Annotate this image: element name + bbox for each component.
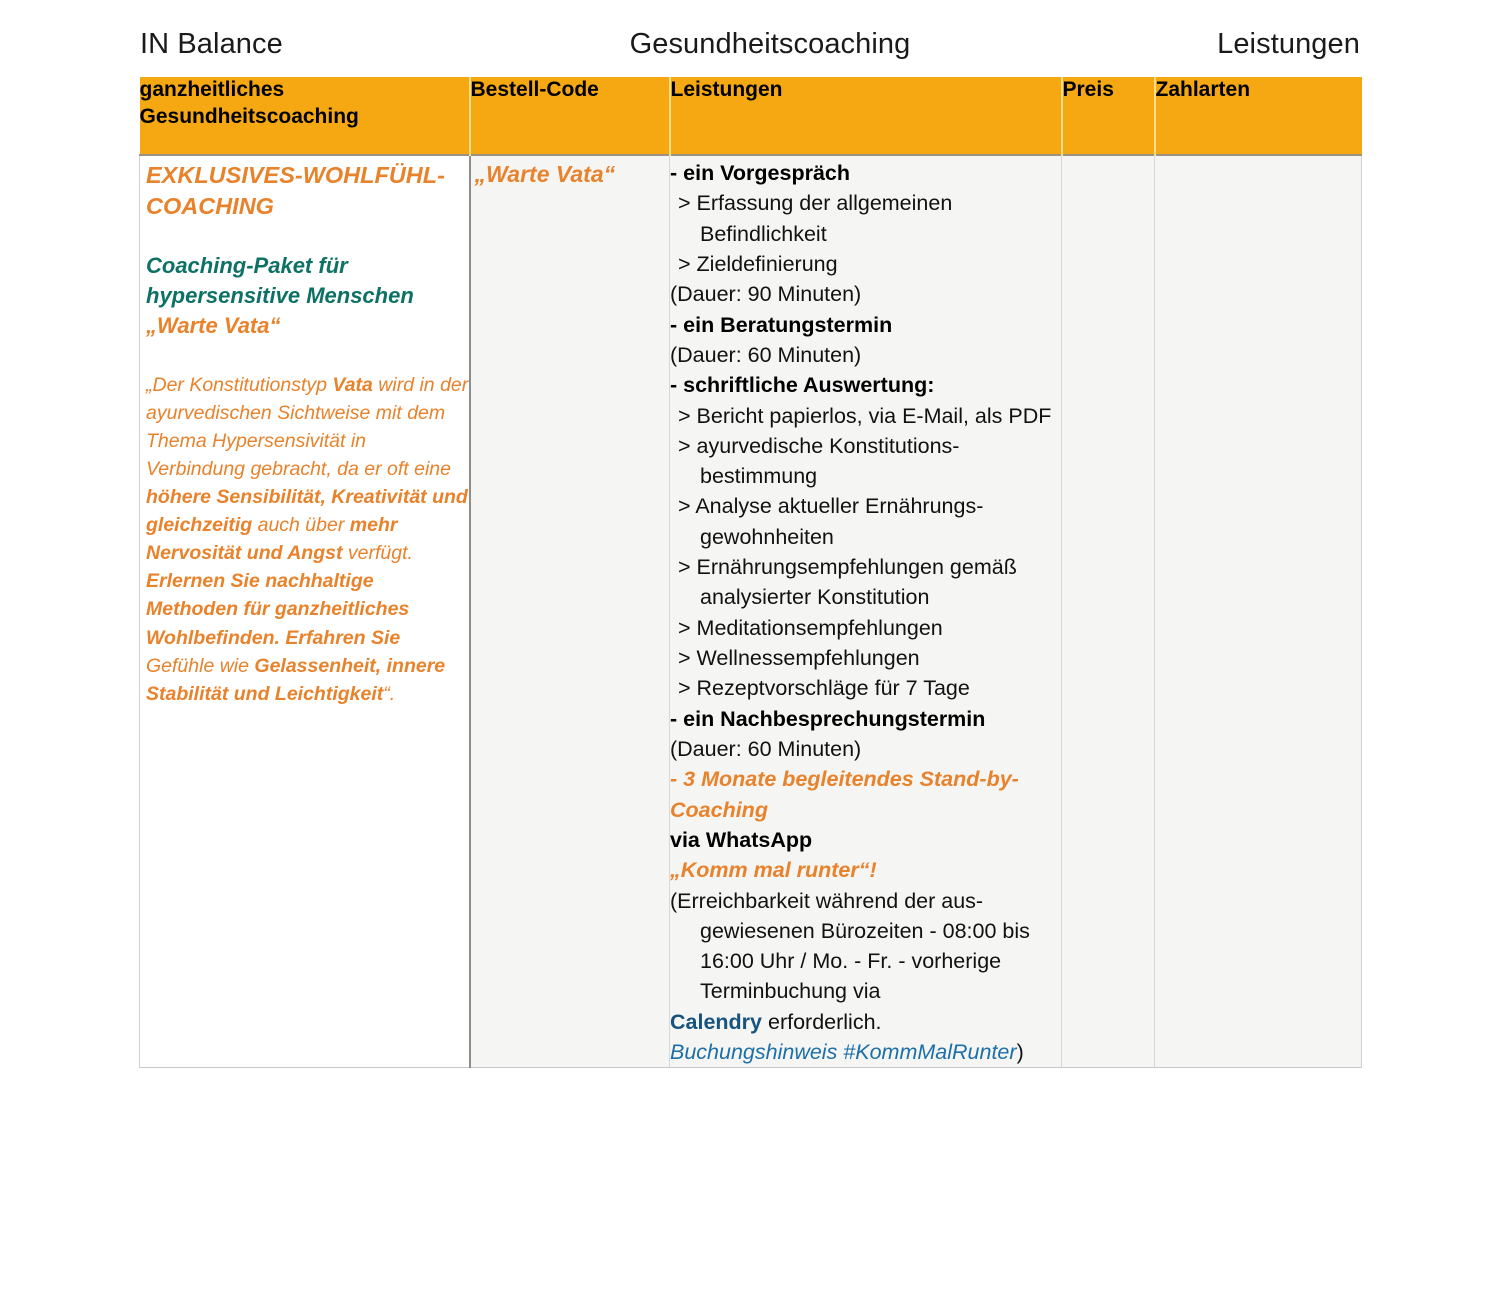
leistungen-line — [670, 764, 1061, 825]
description-segment-5: mehr Nervosität und Angst — [146, 514, 398, 565]
column-header-bestell-code: Bestell-Code — [470, 77, 670, 155]
leistungen-line-text: - 3 Monate begleitendes Stand-by-Coaching — [670, 767, 1019, 822]
description-segment-0: „Der Konstitutionstyp — [146, 373, 333, 396]
leistungen-line-text: „Komm mal runter“! — [670, 858, 877, 883]
leistungen-line-suffix: ) — [1016, 1040, 1024, 1065]
package-description — [146, 371, 469, 708]
leistungen-line-text: via WhatsApp — [670, 827, 813, 852]
leistungen-line — [670, 431, 1061, 492]
description-segment-4: auch über — [252, 514, 350, 537]
caption-brand: IN Balance — [140, 27, 283, 60]
description-segment-10: “. — [383, 682, 396, 705]
leistungen-line — [670, 401, 1061, 431]
description-segment-7: Erlernen Sie nachhaltige Methoden für ganzheitliches Wohlbefinden. Erfahren Sie — [146, 570, 410, 649]
leistungen-line — [670, 249, 1061, 279]
page-caption-row — [140, 20, 1360, 68]
leistungen-line-text: (Erreichbarkeit während der aus-gewiesenen Bürozeiten - 08:00 bis 16:00 Uhr / Mo. - Fr. - vorherige Terminbuchung via — [670, 888, 1030, 1004]
leistungen-line — [670, 1037, 1061, 1067]
cell-zahlarten — [1155, 155, 1362, 1068]
leistungen-line-text: (Dauer: 60 Minuten) — [670, 736, 862, 761]
leistungen-line — [670, 370, 1061, 400]
column-header-coaching: ganzheitliches Gesundheitscoaching — [140, 77, 470, 155]
leistungen-line-text: > Zieldefinierung — [678, 251, 838, 276]
leistungen-line-text: - ein Vorgespräch — [670, 161, 851, 185]
table-row — [140, 155, 1362, 1068]
leistungen-line-text: > ayurvedische Konstitutions-bestimmung — [678, 433, 960, 489]
leistungen-line-text: > Bericht papierlos, via E-Mail, als PDF — [678, 403, 1052, 428]
leistungen-line-text: > Rezeptvorschläge für 7 Tage — [678, 676, 970, 701]
leistungen-line-text: > Meditationsempfehlungen — [678, 615, 943, 640]
column-header-zahlarten: Zahlarten — [1155, 77, 1362, 155]
booking-hashtag[interactable]: Buchungshinweis #KommMalRunter — [670, 1040, 1017, 1065]
package-subtitle-plain: Coaching-Paket für hypersensitive Menschen — [146, 253, 414, 308]
services-pricing-table — [139, 77, 1362, 1068]
leistungen-line-text: > Wellnessempfehlungen — [678, 646, 920, 670]
cell-description — [140, 155, 470, 1068]
leistungen-line-text: > Erfassung der allgemeinen Befindlichkeit — [678, 191, 953, 246]
leistungen-line — [670, 643, 1061, 673]
leistungen-line — [670, 825, 1061, 855]
leistungen-line-text: (Dauer: 60 Minuten) — [670, 342, 862, 367]
leistungen-line — [670, 886, 1061, 1007]
column-header-preis: Preis — [1062, 77, 1155, 155]
leistungen-line-text: > Analyse aktueller Ernährungs-gewohnheiten — [678, 494, 984, 549]
leistungen-list — [670, 158, 1061, 1067]
leistungen-line — [670, 734, 1061, 764]
leistungen-line — [670, 188, 1061, 249]
leistungen-line — [670, 279, 1061, 309]
description-segment-2: wird in der ayurvedischen Sichtweise mit dem Thema Hypersensivität in Verbindung gebracht, da er oft eine — [146, 373, 469, 481]
caption-section: Leistungen — [1217, 27, 1360, 60]
table-header — [140, 77, 1362, 155]
leistungen-line-text: - schriftliche Auswertung: — [670, 373, 935, 398]
leistungen-line — [670, 673, 1061, 703]
leistungen-line — [670, 491, 1061, 552]
package-subtitle-quoted: „Warte Vata“ — [146, 312, 281, 338]
leistungen-line-text: - ein Nachbesprechungstermin — [670, 706, 986, 731]
package-subtitle — [146, 251, 469, 341]
table-header-row — [140, 77, 1362, 155]
leistungen-line — [670, 1007, 1061, 1037]
cell-leistungen — [670, 155, 1062, 1068]
cell-preis — [1062, 155, 1155, 1068]
leistungen-line — [670, 552, 1061, 613]
leistungen-line — [670, 340, 1061, 370]
description-segment-1: Vata — [332, 373, 373, 396]
leistungen-line — [670, 855, 1061, 885]
leistungen-line — [670, 310, 1061, 340]
caption-title: Gesundheitscoaching — [629, 27, 911, 60]
package-title: EXKLUSIVES-WOHLFÜHL-COACHING — [146, 162, 445, 219]
table-body — [140, 155, 1362, 1068]
leistungen-line — [670, 704, 1061, 734]
description-segment-8: Gefühle wie — [146, 654, 255, 677]
leistungen-line-text: erforderlich. — [762, 1009, 882, 1034]
cell-bestell-code — [470, 155, 670, 1068]
description-segment-3: höhere Sensibilität, Kreativität und gleichzeitig — [146, 486, 468, 537]
description-segment-9: Gelassenheit, innere Stabilität und Leichtigkeit — [146, 654, 446, 705]
description-segment-6: verfügt. — [342, 542, 413, 565]
leistungen-line-text: - ein Beratungstermin — [670, 312, 893, 337]
leistungen-line — [670, 613, 1061, 643]
bestell-code-value: „Warte Vata“ — [474, 161, 616, 187]
leistungen-line-text: (Dauer: 90 Minuten) — [670, 282, 862, 307]
leistungen-line — [670, 158, 1061, 188]
column-header-leistungen: Leistungen — [670, 77, 1062, 155]
calendry-link[interactable]: Calendry — [670, 1009, 763, 1034]
leistungen-line-text: > Ernährungsempfehlungen gemäß analysierter Konstitution — [678, 555, 1017, 610]
